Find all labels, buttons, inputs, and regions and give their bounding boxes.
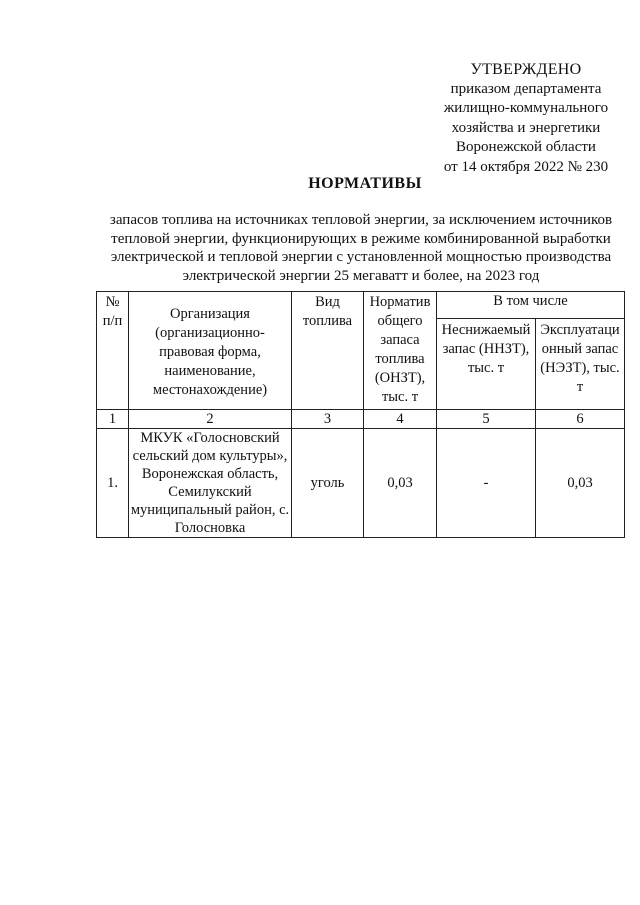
column-number: 3 (292, 410, 364, 429)
column-number: 5 (437, 410, 536, 429)
approval-line: Воронежской области (456, 139, 596, 155)
document-title: НОРМАТИВЫ (308, 175, 422, 192)
row-nnzt: - (437, 429, 536, 538)
approval-stamp (415, 60, 637, 177)
document-subtitle: запасов топлива на источниках тепловой энергии, за исключением источников тепловой энергии, функционирующих в режиме комбинированной выработки электрической и тепловой энергии с установленной мощностью производства электрической энергии 25 мегаватт и более, на 2023 год (109, 212, 613, 284)
approval-line: жилищно-коммунального (443, 100, 609, 116)
approval-heading: УТВЕРЖДЕНО (470, 61, 582, 78)
header-including: В том числе (437, 292, 625, 319)
approval-line: хозяйства и энергетики (451, 119, 601, 136)
approval-date-line: от 14 октября 2022 № 230 (443, 158, 609, 175)
column-number: 6 (536, 410, 625, 429)
row-nezt: 0,03 (536, 429, 625, 538)
header-nnzt: Неснижаемый запас (ННЗТ), тыс. т (437, 319, 536, 410)
column-number: 2 (129, 410, 292, 429)
approval-line: приказом департамента (450, 80, 602, 97)
header-num: № п/п (97, 292, 129, 410)
header-nezt: Эксплуатационный запас (НЭЗТ), тыс. т (536, 319, 625, 410)
row-num: 1. (97, 429, 129, 538)
row-organization: МКУК «Голосновский сельский дом культуры», Воронежская область, Семилукский муниципальный район, с. Голосновка (129, 429, 292, 538)
row-fuel-type: уголь (292, 429, 364, 538)
column-number: 1 (97, 410, 129, 429)
row-onzt: 0,03 (364, 429, 437, 538)
column-number: 4 (364, 410, 437, 429)
table-row (97, 429, 625, 538)
table-header-row (97, 292, 625, 319)
header-organization: Организация (организационно-правовая форма, наименование, местонахождение) (129, 292, 292, 410)
header-fuel-type: Вид топлива (292, 292, 364, 410)
column-number-row (97, 410, 625, 429)
header-onzt: Норматив общего запаса топлива (ОНЗТ), тыс. т (364, 292, 437, 410)
norms-table (96, 291, 625, 538)
